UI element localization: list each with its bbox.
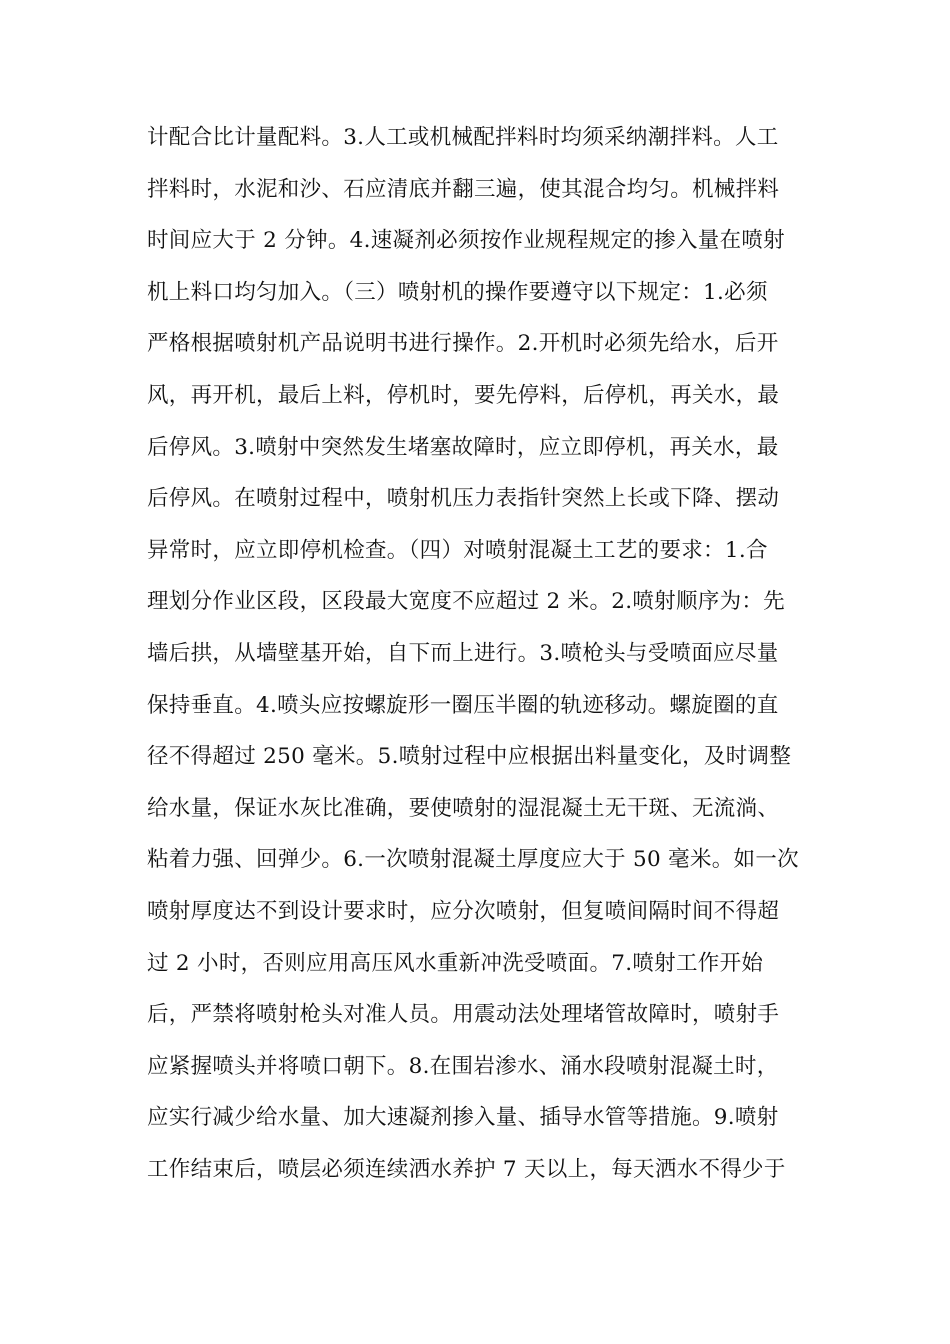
text-line: 保持垂直。4.喷头应按螺旋形一圈压半圈的轨迹移动。螺旋圈的直 bbox=[147, 692, 779, 718]
text-line: 时间应大于 2 分钟。4.速凝剂必须按作业规程规定的掺入量在喷射 bbox=[147, 228, 785, 254]
text-line: 后停风。3.喷射中突然发生堵塞故障时，应立即停机，再关水，最 bbox=[147, 434, 779, 460]
text-line: 工作结束后，喷层必须连续洒水养护 7 天以上，每天洒水不得少于 bbox=[147, 1156, 786, 1182]
text-line: 计配合比计量配料。3.人工或机械配拌料时均须采纳潮拌料。人工 bbox=[147, 125, 779, 150]
text-line: 粘着力强、回弹少。6.一次喷射混凝土厚度应大于 50 毫米。如一次 bbox=[147, 847, 799, 873]
text-line: 理划分作业区段，区段最大宽度不应超过 2 米。2.喷射顺序为：先 bbox=[147, 589, 785, 615]
text-line: 异常时，应立即停机检查。（四）对喷射混凝土工艺的要求：1.合 bbox=[147, 537, 768, 563]
text-line: 喷射厚度达不到设计要求时，应分次喷射，但复喷间隔时间不得超 bbox=[147, 898, 780, 924]
text-line: 应紧握喷头并将喷口朝下。8.在围岩渗水、涌水段喷射混凝土时， bbox=[147, 1053, 779, 1079]
text-line: 拌料时，水泥和沙、石应清底并翻三遍，使其混合均匀。机械拌料 bbox=[147, 176, 780, 202]
text-line: 墙后拱，从墙壁基开始，自下而上进行。3.喷枪头与受喷面应尽量 bbox=[147, 640, 779, 666]
text-line: 过 2 小时，否则应用高压风水重新冲洗受喷面。7.喷射工作开始 bbox=[147, 950, 764, 976]
text-line: 风，再开机，最后上料，停机时，要先停料，后停机，再关水，最 bbox=[147, 382, 780, 408]
text-line: 给水量，保证水灰比准确，要使喷射的湿混凝土无干斑、无流淌、 bbox=[147, 795, 780, 821]
text-line: 机上料口均匀加入。（三）喷射机的操作要遵守以下规定：1.必须 bbox=[147, 279, 768, 305]
text-line: 后，严禁将喷射枪头对准人员。用震动法处理堵管故障时，喷射手 bbox=[147, 1002, 780, 1028]
text-line: 应实行减少给水量、加大速凝剂掺入量、插导水管等措施。9.喷射 bbox=[147, 1105, 779, 1131]
body-text bbox=[147, 112, 807, 1195]
text-line: 严格根据喷射机产品说明书进行操作。2.开机时必须先给水，后开 bbox=[147, 331, 779, 357]
text-line: 径不得超过 250 毫米。5.喷射过程中应根据出料量变化，及时调整 bbox=[147, 744, 792, 770]
text-line: 后停风。在喷射过程中，喷射机压力表指针突然上长或下降、摆动 bbox=[147, 486, 780, 512]
